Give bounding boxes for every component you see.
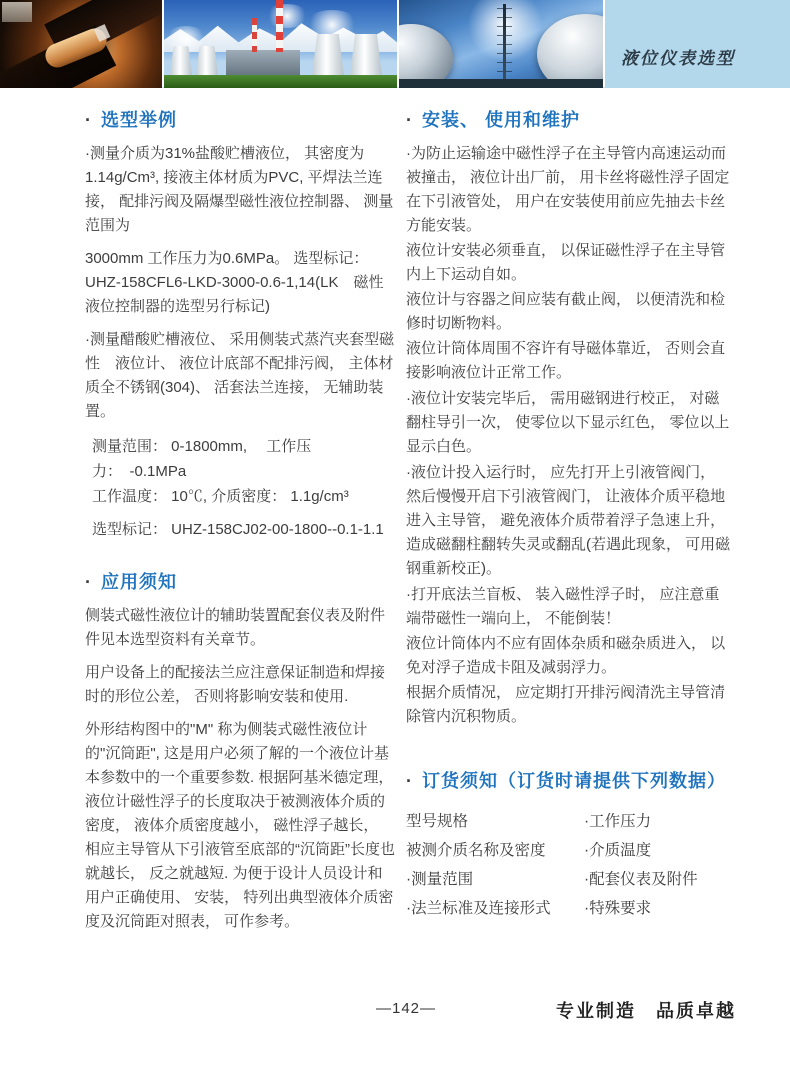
- plant-building: [226, 50, 300, 76]
- section-heading-text: 选型举例: [101, 110, 177, 130]
- installation-paragraph: 液位计与容器之间应装有截止阀， 以便清洗和检修时切断物料。: [406, 291, 726, 332]
- example-paragraph: ·测量介质为31%盐酸贮槽液位， 其密度为1.14g/Cm³, 接液主体材质为PVC, 平焊法兰连接， 配排污阀及隔爆型磁性液位控制器、 测量范围为: [85, 145, 394, 234]
- installation-paragraph: 根据介质情况， 应定期打开排污阀清洗主导管清除管内沉积物质。: [406, 684, 726, 725]
- striped-chimney: [252, 18, 257, 52]
- section-heading-text: 应用须知: [101, 572, 177, 592]
- section-heading-application-notes: [85, 568, 397, 594]
- ordering-item: 被测介质名称及密度: [406, 842, 546, 859]
- footer-slogan: 专业制造 品质卓越: [556, 1001, 736, 1021]
- handshake-photo: [0, 0, 162, 88]
- tower-mast: [503, 4, 506, 80]
- heading-bullet: ·: [406, 110, 413, 130]
- page-header: [0, 0, 790, 88]
- section-heading-text: 订货须知（订货时请提供下列数据）: [422, 771, 726, 791]
- spec-line: 选型标记： UHZ-158CJ02-00-1800--0.1-1.1: [92, 521, 384, 538]
- installation-paragraph: ·为防止运输途中磁性浮子在主导管内高速运动而被撞击， 液位计出厂前， 用卡丝将磁性浮子固定在下引液管处， 用户在安装使用前应先抽去卡丝方能安装。: [406, 145, 730, 234]
- ordering-list-left: [406, 807, 584, 923]
- power-plant-photo: [164, 0, 397, 88]
- ordering-data-list: [406, 807, 734, 923]
- heading-bullet: ·: [406, 771, 413, 791]
- example-paragraph: ·测量醋酸贮槽液位、 采用侧装式蒸汽夹套型磁性 液位计、 液位计底部不配排污阀， 主体材质全不锈钢(304)、 活套法兰连接， 无辅助装置。: [85, 331, 395, 420]
- installation-paragraph: ·液位计投入运行时， 应先打开上引液管阀门， 然后慢慢开启下引液管阀门， 让液体介质平稳地进入主导管， 避免液体介质带着浮子急速上升， 造成磁翻柱翻转失灵或翻乱(若遇此现象， 可用磁钢重新校正)。: [406, 464, 731, 577]
- application-paragraph: 用户设备上的配接法兰应注意保证制造和焊接时的形位公差， 否则将影响安装和使用.: [85, 664, 386, 705]
- example-paragraph: 3000mm 工作压力为0.6MPa。 选型标记： UHZ-158CFL6-LKD-3000-0.6-1,14(LK 磁性液位控制器的选型另行标记): [85, 250, 384, 315]
- cooling-tower: [170, 46, 192, 76]
- ordering-list-right: [584, 807, 734, 923]
- heading-bullet: ·: [85, 110, 92, 130]
- handshake-background-structure: [2, 2, 32, 22]
- installation-paragraph: 液位计安装必须垂直， 以保证磁性浮子在主导管内上下运动自如。: [406, 242, 726, 283]
- heading-bullet: ·: [85, 572, 92, 592]
- storage-tanks-photo: [399, 0, 603, 88]
- section-heading-ordering: [406, 767, 734, 793]
- striped-chimney: [276, 0, 283, 52]
- left-column: [85, 100, 397, 943]
- ordering-item: ·介质温度: [584, 842, 652, 859]
- ordering-item: ·法兰标准及连接形式: [406, 900, 551, 917]
- right-column: [406, 100, 734, 923]
- steam-cloud: [264, 4, 310, 28]
- installation-paragraph: 液位计筒体周围不容许有导磁体靠近， 否则会直接影响液位计正常工作。: [406, 340, 726, 381]
- page-number: —142—: [376, 1000, 437, 1017]
- section-heading-text: 安装、 使用和维护: [422, 110, 581, 130]
- ordering-item: ·特殊要求: [584, 900, 652, 917]
- installation-paragraph: 液位计筒体内不应有固体杂质和磁杂质进入， 以免对浮子造成卡阻及减弱浮力。: [406, 635, 726, 676]
- section-heading-selection-examples: [85, 106, 397, 132]
- ordering-item: 型号规格: [406, 813, 469, 830]
- grass-strip: [164, 75, 397, 88]
- application-paragraph: 外形结构图中的"M" 称为侧装式磁性液位计的"沉筒距", 这是用户必须了解的一个液位计基本参数中的一个重要参数. 根据阿基米德定理， 液位计磁性浮子的长度取决于被测液体介质的密度， 液体介质密度越小， 磁性浮子越长， 相应主导管从下引液管至底部的“沉筒距”长度也就越长， 反之就越短. 为便于设计人员设计和用户正确使用、 安装， 特列出典型液体介质密度及沉筒距对照表， 可作参考。: [85, 721, 395, 930]
- header-title-area: [605, 0, 790, 88]
- page-title: 液位仪表选型: [621, 49, 735, 68]
- spec-line: 工作温度： 10℃, 介质密度： 1.1g/cm³: [92, 488, 349, 505]
- ordering-item: ·测量范围: [406, 871, 474, 888]
- ordering-item: ·工作压力: [584, 813, 652, 830]
- example-spec-block: [92, 434, 397, 542]
- spherical-tank-right: [537, 14, 603, 88]
- ground-strip: [399, 79, 603, 88]
- page-content: [0, 88, 790, 978]
- installation-paragraph: ·液位计安装完毕后， 需用磁钢进行校正， 对磁翻柱导引一次， 使零位以下显示红色， 零位以上显示白色。: [406, 390, 730, 455]
- ordering-item: ·配套仪表及附件: [584, 871, 698, 888]
- cooling-tower: [196, 46, 218, 76]
- installation-paragraph: ·打开底法兰盲板、 装入磁性浮子时， 应注意重端带磁性一端向上， 不能倒装！: [406, 586, 720, 627]
- application-paragraph: 侧装式磁性液位计的辅助装置配套仪表及附件件见本选型资料有关章节。: [85, 607, 386, 648]
- cooling-tower: [350, 34, 382, 76]
- spec-line: 测量范围： 0-1800mm, 工作压力： -0.1MPa: [92, 438, 312, 480]
- section-heading-installation: [406, 106, 734, 132]
- cooling-tower: [312, 34, 344, 76]
